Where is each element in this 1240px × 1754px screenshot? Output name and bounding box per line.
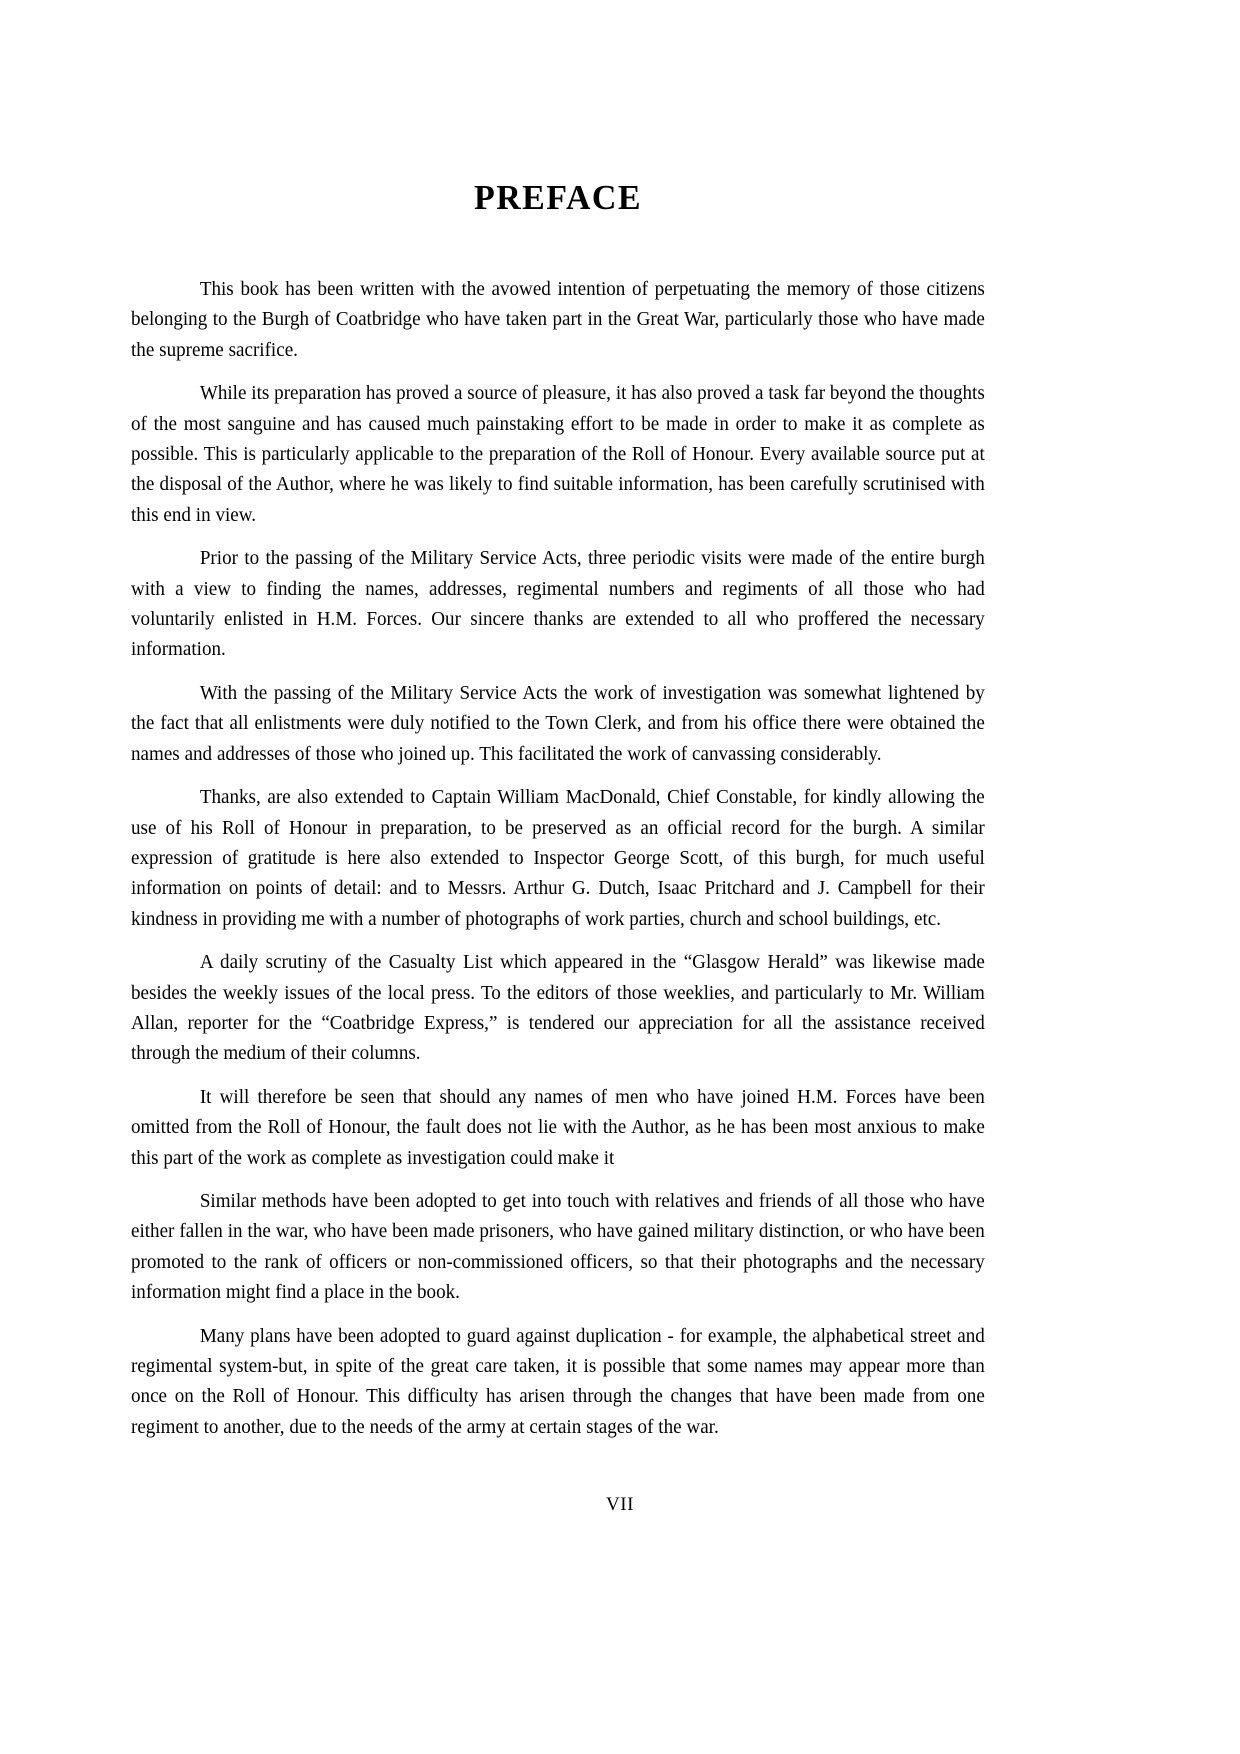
paragraph: It will therefore be seen that should any names of men who have joined H.M. Forces have been omitted from the Roll of Honour, the fault does not lie with the Author, as he has been most anxious to make this part of the work as complete as investigation could make it <box>131 1085 985 1169</box>
paragraph: Many plans have been adopted to guard against duplication - for example, the alphabetical street and regimental system-but, in spite of the great care taken, it is possible that some names may appear more than once on the Roll of Honour. This difficulty has arisen through the changes that have been made from one regiment to another, due to the needs of the army at certain stages of the war. <box>131 1324 985 1438</box>
page-number: VII <box>606 1494 634 1515</box>
paragraph: This book has been written with the avowed intention of perpetuating the memory of those citizens belonging to the Burgh of Coatbridge who have taken part in the Great War, particularly those who have made the supreme sacrifice. <box>131 278 985 361</box>
page-content <box>131 0 985 1442</box>
paragraph: A daily scrutiny of the Casualty List which appeared in the “Glasgow Herald” was likewise made besides the weekly issues of the local press. To the editors of those weeklies, and particularly to Mr. William Allan, reporter for the “Coatbridge Express,” is tendered our appreciation for all the assistance received through the medium of their columns. <box>131 951 985 1065</box>
body-text <box>131 274 985 1442</box>
paragraph: Similar methods have been adopted to get into touch with relatives and friends of all those who have either fallen in the war, who have been made prisoners, who have gained military distinction, or who have been promoted to the rank of officers or non-commissioned officers, so that their photographs and the necessary information might find a place in the book. <box>131 1189 985 1304</box>
paragraph: Prior to the passing of the Military Service Acts, three periodic visits were made of the entire burgh with a view to finding the names, addresses, regimental numbers and regiments of all those who had voluntarily enlisted in H.M. Forces. Our sincere thanks are extended to all who proffered the necessary information. <box>131 547 985 661</box>
paragraph: Thanks, are also extended to Captain William MacDonald, Chief Constable, for kindly allowing the use of his Roll of Honour in preparation, to be preserved as an official record for the burgh. A similar expression of gratitude is here also extended to Inspector George Scott, of this burgh, for much useful information on points of detail: and to Messrs. Arthur G. Dutch, Isaac Pritchard and J. Campbell for their kindness in providing me with a number of photographs of work parties, church and school buildings, etc. <box>131 786 985 930</box>
page-title: PREFACE <box>474 178 642 217</box>
paragraph: With the passing of the Military Service Acts the work of investigation was somewhat lightened by the fact that all enlistments were duly notified to the Town Clerk, and from his office there were obtained the names and addresses of those who joined up. This facilitated the work of canvassing considerably. <box>131 681 985 765</box>
paragraph: While its preparation has proved a source of pleasure, it has also proved a task far beyond the thoughts of the most sanguine and has caused much painstaking effort to be made in order to make it as complete as possible. This is particularly applicable to the preparation of the Roll of Honour. Every available source put at the disposal of the Author, where he was likely to find suitable information, has been carefully scrutinised with this end in view. <box>131 382 985 526</box>
